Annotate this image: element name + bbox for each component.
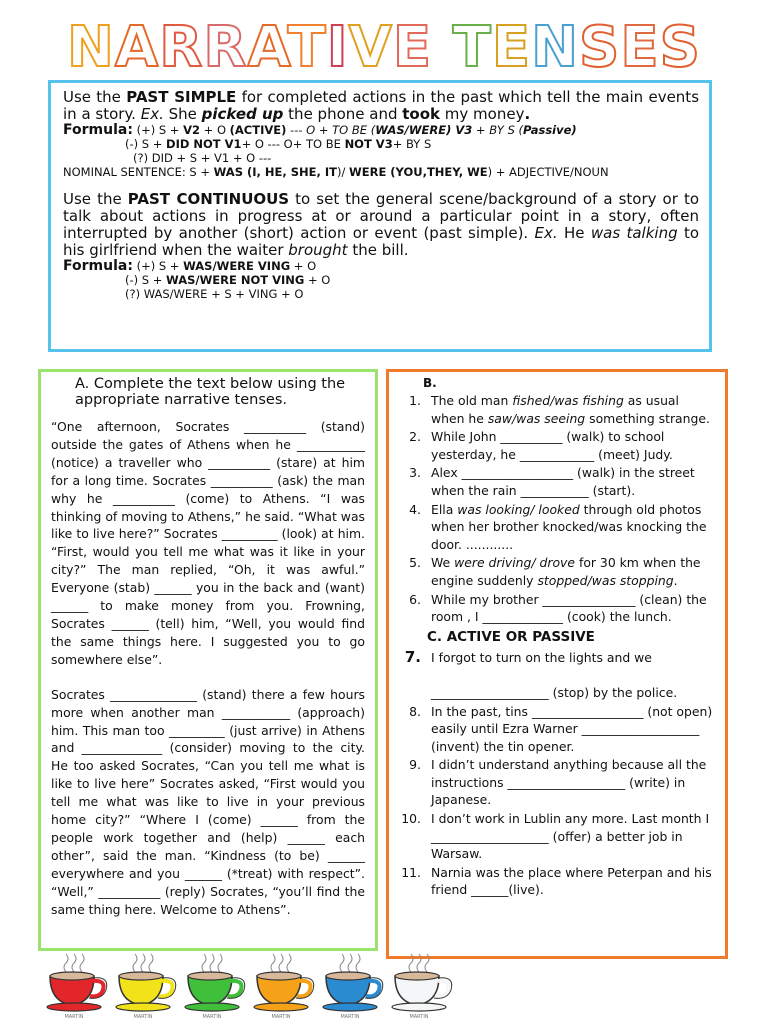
item-text: The old man fished/was fishing as usual when he saw/was seeing something strange. [431,393,710,426]
title-letter: T [287,15,327,80]
past-continuous-formula-question: (?) WAS/WERE + S + VING + O [125,287,304,301]
section-a-heading: A. Complete the text below using the appropriate narrative tenses. [75,376,346,408]
saucer [185,1003,239,1011]
section-a-box [38,369,378,951]
item-number: 6. [409,591,421,607]
section-a-paragraph-1: “One afternoon, Socrates __________ (stand) outside the gates of Athens when he ___________ (notice) a traveller who __________ (stare) at him for a long time. Socrates __________ (ask) the man why he __________ (come) to Athens. “I was thinking of moving to Athens,” he said. “What was like to live here?” Socrates _________ (look) at him. “First, would you tell me what was it like in your city?” The man replied, “Oh, it was awful.” Everyone (stab) ______ you in the back and (want) ______ to make money from you. Frowning, Socrates ______ (tell) him, “Well, you would find the same things here. I suggested you to go somewhere else”. [51,419,365,667]
cup-label: MARTIN [340,1014,360,1020]
item-number: 2. [409,429,421,445]
past-continuous-formula-positive: Formula: (+) S + WAS/WERE VING + O [63,258,317,274]
title-letter: E [392,15,433,80]
nominal-sentence-formula: NOMINAL SENTENCE: S + WAS (I, HE, SHE, IT)/ WERE (YOU,THEY, WE) + ADJECTIVE/NOUN [63,165,609,179]
cup-icon [113,950,179,1020]
cup-icon [320,950,386,1020]
item-number: 5. [409,555,421,571]
title-letter: R [203,15,248,80]
saucer [323,1003,377,1011]
title-letter [432,15,453,80]
steam-icon [64,954,84,972]
exercise-item [399,810,715,863]
title-letter: V [348,15,393,80]
title-letter: S [659,15,701,80]
title-letter: E [620,15,660,80]
exercise-item [399,554,715,589]
cup-label: MARTIN [409,1014,429,1020]
title-letter: T [452,15,492,80]
item-number: 11. [401,864,421,880]
title-letter: E [491,15,532,80]
section-b-box [386,369,728,959]
item-text: I don’t work in Lublin any more. Last month I ___________________ (offer) a better job in Warsaw. [431,811,710,862]
item-number: 10. [401,811,421,827]
saucer [392,1003,446,1011]
section-c-list [399,649,715,899]
section-c-heading: C. ACTIVE OR PASSIVE [427,628,595,645]
past-simple-formula-negative: (-) S + DID NOT V1+ O --- O+ TO BE NOT V3+ BY S [125,137,432,151]
exercise-item [399,464,715,499]
item-number: 1. [409,393,421,408]
grammar-explanation-box [48,80,712,352]
past-simple-formula-positive: Formula: (+) S + V2 + O (ACTIVE) --- O + TO BE (WAS/WERE) V3 + BY S (Passive) [63,122,577,138]
item-text: Alex __________________ (walk) in the street when the rain ___________ (start). [431,465,695,498]
item-number: 9. [409,757,421,773]
saucer [116,1003,170,1011]
page-title [0,15,768,80]
title-letter: S [579,15,621,80]
exercise-item [399,649,715,702]
cup-label: MARTIN [271,1014,291,1020]
cup-label: MARTIN [202,1014,222,1020]
exercise-item [399,864,715,899]
tea-cups-decoration [44,950,464,1020]
title-letter: A [114,15,160,80]
item-number: 7. [404,647,421,666]
cup-label: MARTIN [133,1014,153,1020]
item-number: 3. [409,465,421,481]
steam-icon [340,954,360,972]
saucer [47,1003,101,1011]
cup-rim [188,972,232,980]
cup-rim [50,972,94,980]
exercise-item [399,591,715,626]
exercise-item [399,703,715,756]
item-text: While my brother _______________ (clean) the room , I _____________ (cook) the lunch. [431,591,707,625]
cup-icon [44,950,110,1020]
section-b-heading: B. [423,376,437,390]
saucer [254,1003,308,1011]
cup-icon [389,950,455,1020]
past-continuous-formula-negative: (-) S + WAS/WERE NOT VING + O [125,273,331,287]
item-text: I forgot to turn on the lights and we ___________________ (stop) by the police. [431,649,678,700]
title-letter: N [531,15,579,80]
past-simple-description: Use the PAST SIMPLE for completed actions in the past which tell the main events in a story. Ex. She picked up the phone and took my money. [63,88,700,123]
cup-rim [395,972,439,980]
steam-icon [202,954,222,972]
cup-icon [251,950,317,1020]
exercise-item [399,501,715,554]
exercise-item [399,756,715,809]
cup-label: MARTIN [64,1014,84,1020]
title-letter: A [247,15,288,80]
steam-icon [133,954,153,972]
exercise-item [399,392,715,427]
title-letter: R [159,15,204,80]
item-text: Ella was looking/ looked through old photos when her brother knocked/was knocking the door. ............ [431,501,707,552]
cup-icon [182,950,248,1020]
past-continuous-description: Use the PAST CONTINUOUS to set the general scene/background of a story or to talk about actions in progress at or around a particular point in a story, often interrupted by another (short) action or event (past simple). Ex. He was talking to his girlfriend when the waiter brought the bill. [63,190,700,259]
item-text: Narnia was the place where Peterpan and his friend ______(live). [431,864,712,898]
section-a-paragraph-2: Socrates ______________ (stand) there a few hours more when another man ___________ (approach) him. This man too _________ (just arrive) in Athens and _____________ (consider) moving to the city. He too asked Socrates, “Can you tell me what is like to live here” Socrates asked, “First would you tell me what was like to live in your previous home city?” “Where I (come) ______ from the people work together and (help) ______ each other”, said the man. “Kindness (to be) ______ everywhere and you ______ (*treat) with respect”. “Well,” __________ (reply) Socrates, “you’ll find the same thing here. Welcome to Athens”. [51,686,365,917]
past-simple-formula-question: (?) DID + S + V1 + O --- [133,151,272,165]
steam-icon [409,954,429,972]
item-text: While John __________ (walk) to school yesterday, he ____________ (meet) Judy. [431,429,673,462]
title-letter: N [67,15,115,80]
item-text: I didn’t understand anything because all the instructions ___________________ (write) in Japanese. [431,757,707,808]
steam-icon [271,954,291,972]
cup-rim [326,972,370,980]
section-b-list [399,392,715,626]
item-text: In the past, tins __________________ (not open) easily until Ezra Warner ___________________ (invent) the tin opener. [431,703,713,754]
item-number: 4. [409,501,421,517]
cup-rim [119,972,163,980]
item-number: 8. [409,703,421,719]
exercise-item [399,428,715,463]
item-text: We were driving/ drove for 30 km when the engine suddenly stopped/was stopping. [431,555,701,588]
title-letter: I [326,15,349,80]
cup-rim [257,972,301,980]
